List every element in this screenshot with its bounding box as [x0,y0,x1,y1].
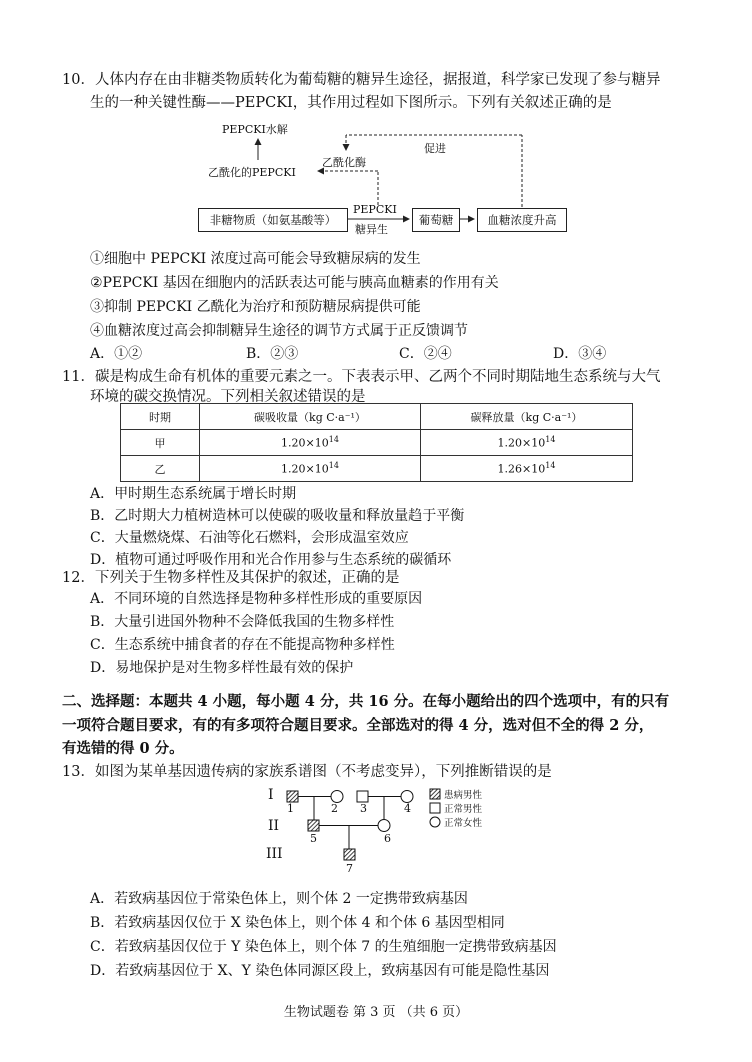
value-mantissa: 1.20×10 [281,462,329,476]
value-exponent: 14 [328,435,339,445]
q10-statement-2: ②PEPCKI 基因在细胞内的活跃表达可能与胰高血糖素的作用有关 [90,275,499,291]
legend-affected-male: 患病男性 [444,790,483,801]
value-mantissa: 1.20×10 [281,436,329,450]
table-header-cell: 碳吸收量（kg C·a⁻¹） [200,404,421,430]
q13-option-c: C．若致病基因仅位于 Y 染色体上，则个体 7 的生殖细胞一定携带致病基因 [90,939,557,955]
q10-option-a: A．①② [90,346,143,362]
value-mantissa: 1.20×10 [497,436,546,450]
value-exponent: 14 [328,461,339,471]
generation-label: I [268,787,274,803]
q12-option-c: C．生态系统中捕食者的存在不能提高物种多样性 [90,637,395,653]
pedigree-id: 5 [310,832,317,845]
q13-option-d: D．若致病基因位于 X、Y 染色体同源区段上，致病基因有可能是隐性基因 [90,963,550,979]
q10-statement-3: ③抑制 PEPCKI 乙酰化为治疗和预防糖尿病提供可能 [90,299,421,315]
q10-stem-line1: 10．人体内存在由非糖类物质转化为葡萄糖的糖异生途径，据报道，科学家已发现了参与糖异 [62,72,661,88]
q11-stem-line2: 环境的碳交换情况。下列相关叙述错误的是 [90,389,366,405]
legend-normal-female: 正常女性 [444,818,483,829]
q11-option-d: D．植物可通过呼吸作用和光合作用参与生态系统的碳循环 [90,552,452,568]
value-exponent: 14 [545,461,556,471]
q10-option-c: C．②④ [399,346,452,362]
page-footer: 生物试题卷 第 3 页 （共 6 页） [283,1005,469,1020]
q11-option-c: C．大量燃烧煤、石油等化石燃料，会形成温室效应 [90,530,409,546]
table-cell: 乙 [121,456,200,482]
acetylated-label: 乙酰化的PEPCKI [208,166,296,179]
section2-line2: 一项符合题目要求，有的有多项符合题目要求。全部选对的得 4 分，选对但不全的得 2 分， [62,717,654,734]
blood-sugar-box: 血糖浓度升高 [477,208,567,232]
q10-stem-line2: 生的一种关键性酶——PEPCKI，其作用过程如下图所示。下列有关叙述正确的是 [90,95,612,111]
q13-option-a: A．若致病基因位于常染色体上，则个体 2 一定携带致病基因 [90,891,468,907]
table-header-cell: 碳释放量（kg C·a⁻¹） [421,404,633,430]
pedigree-id: 2 [331,802,338,815]
legend-normal-male: 正常男性 [444,804,483,815]
pedigree-id: 1 [287,802,294,815]
section2-line3: 有选错的得 0 分。 [62,740,184,757]
table-header-cell: 时期 [121,404,200,430]
q10-option-d: D．③④ [553,346,607,362]
pedigree-id: 6 [384,832,391,845]
gluconeogenesis-label: 糖异生 [355,223,388,236]
q13-option-b: B．若致病基因仅位于 X 染色体上，则个体 4 和个体 6 基因型相同 [90,915,505,931]
generation-label: III [266,846,283,862]
pedigree-id: 7 [346,862,353,875]
q10-option-b: B．②③ [246,346,299,362]
q11-option-a: A．甲时期生态系统属于增长时期 [90,486,297,502]
pedigree-id: 4 [404,802,411,815]
generation-label: II [268,818,280,834]
nonsugar-box: 非糖物质（如氨基酸等） [198,208,348,232]
value-mantissa: 1.26×10 [497,462,546,476]
q10-statement-1: ①细胞中 PEPCKI 浓度过高可能会导致糖尿病的发生 [90,251,421,267]
table-cell: 甲 [121,430,200,456]
q11-stem-line1: 11．碳是构成生命有机体的重要元素之一。下表表示甲、乙两个不同时期陆地生态系统与大气 [62,369,661,385]
q13-stem: 13．如图为某单基因遗传病的家族系谱图（不考虑变异），下列推断错误的是 [62,764,552,780]
q12-option-a: A．不同环境的自然选择是物种多样性形成的重要原因 [90,591,423,607]
value-exponent: 14 [545,435,556,445]
promote-label: 促进 [424,142,446,155]
q12-option-d: D．易地保护是对生物多样性最有效的保护 [90,660,354,676]
q12-stem: 12．下列关于生物多样性及其保护的叙述，正确的是 [62,570,400,586]
glucose-box: 葡萄糖 [412,208,460,232]
q10-statement-4: ④血糖浓度过高会抑制糖异生途径的调节方式属于正反馈调节 [90,323,468,339]
pepcki-label: PEPCKI [353,203,397,216]
acetylase-label: 乙酰化酶 [322,156,366,169]
pedigree-id: 3 [360,802,367,815]
section2-line1: 二、选择题：本题共 4 小题，每小题 4 分，共 16 分。在每小题给出的四个选项中，有的只有 [62,693,670,710]
hydrolysis-label: PEPCKI水解 [222,123,288,136]
q11-option-b: B．乙时期大力植树造林可以使碳的吸收量和释放量趋于平衡 [90,508,465,524]
q12-option-b: B．大量引进国外物种不会降低我国的生物多样性 [90,614,395,630]
